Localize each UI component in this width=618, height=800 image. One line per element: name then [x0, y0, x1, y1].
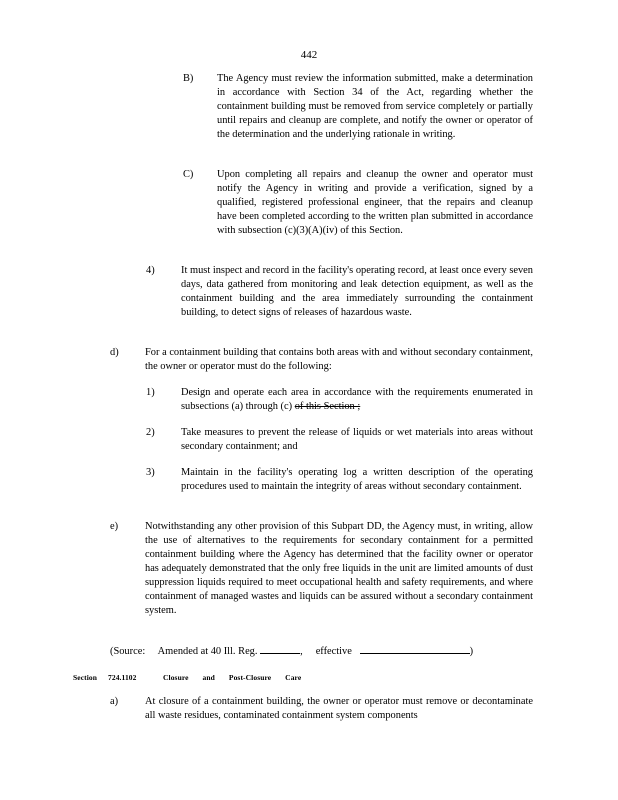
item-text-d1	[181, 386, 533, 414]
item-text-d: For a containment building that contains both areas with and without secondary containment, the owner or operator must do the following:	[145, 347, 533, 372]
item-text-4: It must inspect and record in the facility's operating record, at least once every seven days, data gathered from monitoring and leak detection equipment, as well as the containment building and the area immediately surrounding the containment building, to detect signs of releases of hazardous waste.	[181, 265, 533, 318]
page-number: 442	[300, 49, 318, 61]
source-note	[110, 643, 540, 659]
item-label-4: 4)	[146, 265, 155, 276]
source-effective: effective	[315, 646, 352, 657]
section-label: Section	[73, 673, 98, 682]
closure-label-a: a)	[110, 696, 119, 707]
source-close: )	[469, 646, 474, 657]
source-amended: Amended at 40 Ill. Reg.	[157, 646, 258, 657]
closure-text-a: At closure of a containment building, the owner or operator must remove or decontaminate all waste residues, contaminated containment system components	[145, 696, 533, 721]
item-text-c: Upon completing all repairs and cleanup the owner and operator must notify the Agency in writing and provide a verification, signed by a qualified, registered professional engineer, that the repairs and cleanup have been completed according to the written plan submitted in accordance with subsection (c)(3)(A)(iv) of this Section.	[217, 169, 533, 236]
item-label-d2: 2)	[146, 427, 155, 438]
item-text-d1-main: Design and operate each area in accordance with the requirements enumerated in subsections (a) through (c)	[181, 387, 533, 412]
item-text-d1-struck: of this Section ;	[294, 401, 361, 412]
item-label-d1: 1)	[146, 387, 155, 398]
item-label-e: e)	[110, 521, 119, 532]
item-text-d2: Take measures to prevent the release of liquids or wet materials into areas without secondary containment; and	[181, 427, 533, 452]
source-reg-blank	[260, 643, 300, 654]
item-label-c: C)	[183, 169, 194, 180]
item-label-b: B)	[183, 73, 194, 84]
section-number: 724.1102	[108, 673, 137, 682]
item-text-d3: Maintain in the facility's operating log a written description of the operating procedures used to maintain the integrity of areas without secondary containment.	[181, 467, 533, 492]
section-title: Closure and Post-Closure Care	[163, 673, 302, 682]
source-comma: ,	[300, 646, 303, 657]
item-label-d: d)	[110, 347, 119, 358]
source-open: (Source:	[110, 646, 146, 657]
item-label-d3: 3)	[146, 467, 155, 478]
item-text-e: Notwithstanding any other provision of this Subpart DD, the Agency must, in writing, allow the use of alternatives to the requirements for secondary containment for a permitted containment building where the Agency has determined that the facility owner or operator has adequately demonstrated that the only free liquids in the unit are limited amounts of dust suppression liquids required to meet occupational health and safety requirements, and where containment of managed wastes and liquids can be assured without a secondary containment system.	[145, 521, 533, 616]
item-text-b: The Agency must review the information submitted, make a determination in accordance with Section 34 of the Act, regarding whether the containment building must be removed from service completely or partially until repairs and cleanup are complete, and notify the owner or operator of the determination and the underlying rationale in writing.	[217, 73, 533, 140]
source-date-blank	[360, 643, 470, 654]
